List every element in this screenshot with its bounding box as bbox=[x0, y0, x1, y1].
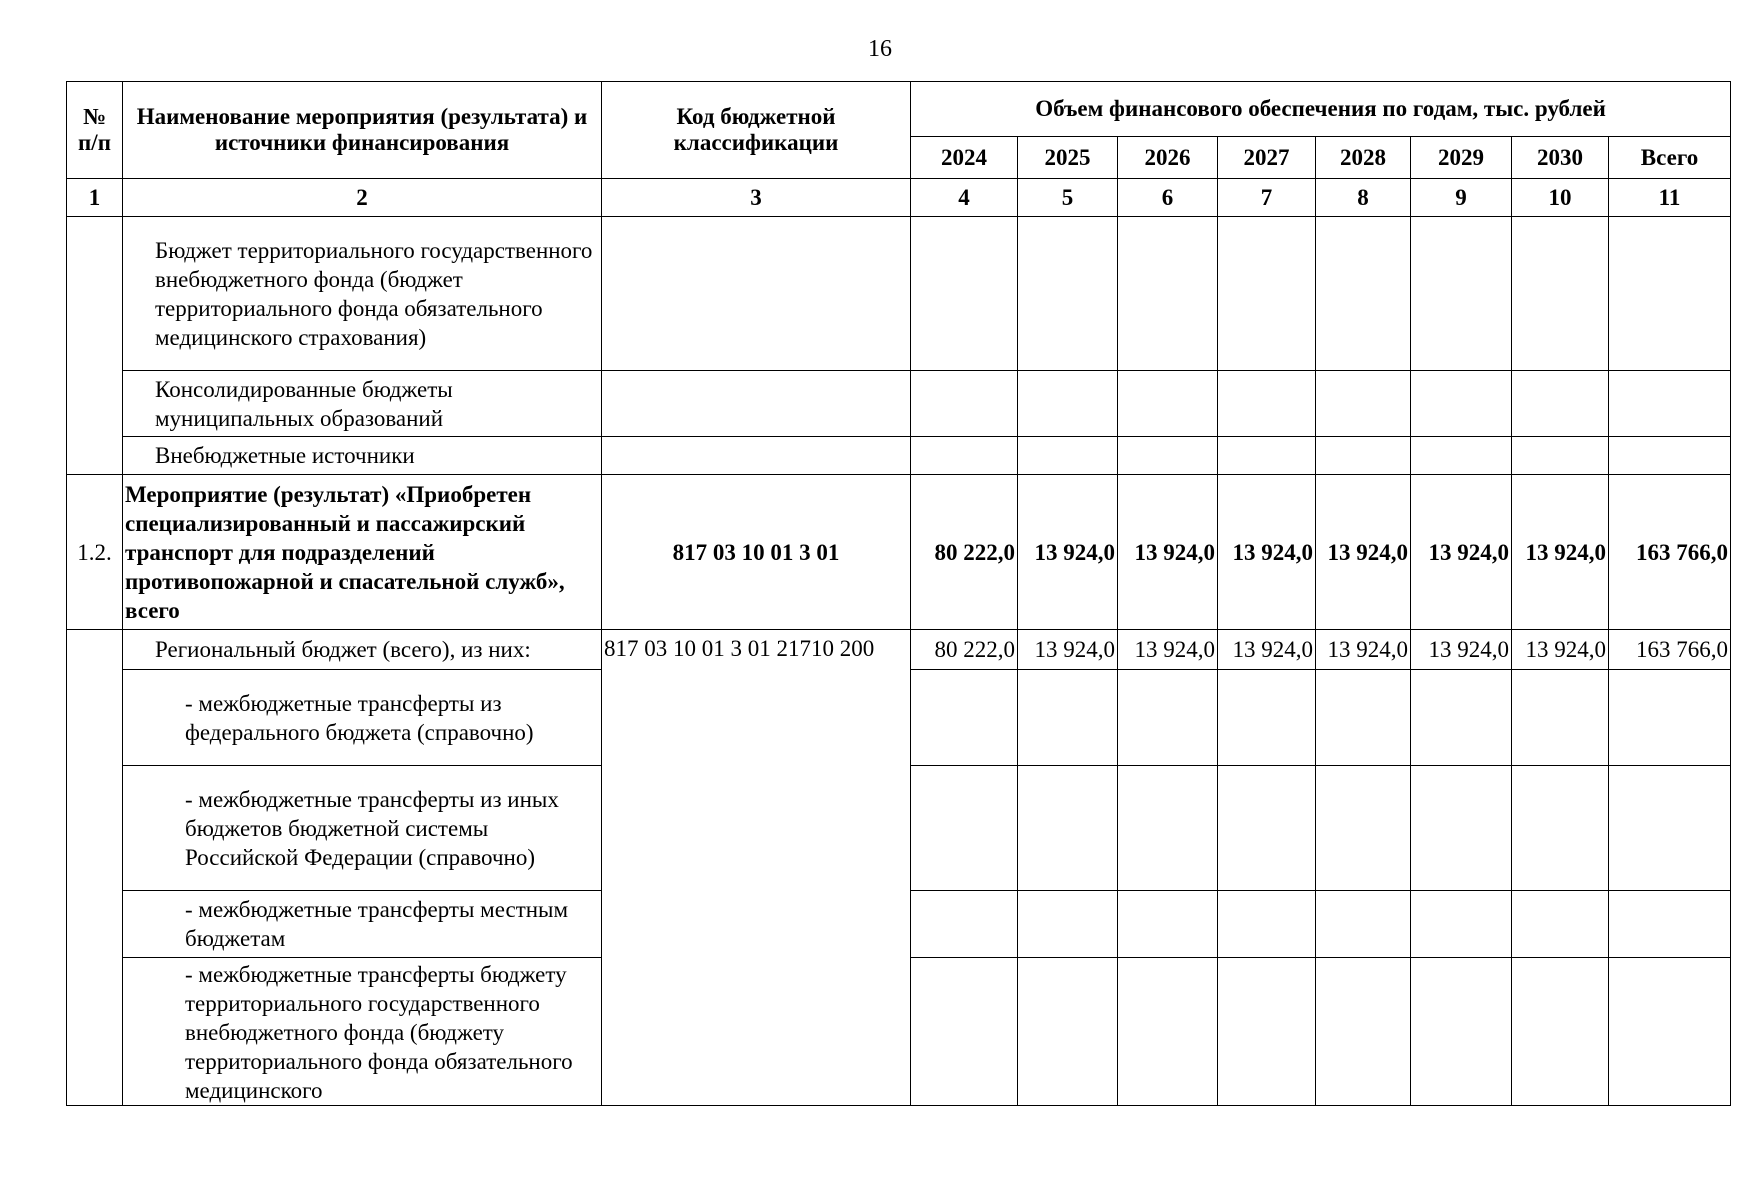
column-number: 6 bbox=[1118, 179, 1218, 217]
row-name: Региональный бюджет (всего), из них: bbox=[123, 630, 602, 670]
header-year: 2024 bbox=[911, 137, 1018, 179]
financing-table bbox=[66, 81, 1731, 1106]
column-number: 11 bbox=[1609, 179, 1731, 217]
column-number: 4 bbox=[911, 179, 1018, 217]
row-code-empty bbox=[602, 371, 911, 437]
row-number: 1.2. bbox=[67, 475, 123, 630]
header-year: 2026 bbox=[1118, 137, 1218, 179]
column-number: 1 bbox=[67, 179, 123, 217]
value-2030: 13 924,0 bbox=[1512, 630, 1609, 670]
row-name: Мероприятие (результат) «Приобретен специализированный и пассажирский транспорт для подразделений противопожарной и спасательной служб», всего bbox=[123, 475, 602, 630]
column-number: 10 bbox=[1512, 179, 1609, 217]
value-2027: 13 924,0 bbox=[1218, 475, 1316, 630]
value-2025: 13 924,0 bbox=[1018, 475, 1118, 630]
row-number-empty bbox=[67, 630, 123, 1106]
row-name: Бюджет территориального государственного внебюджетного фонда (бюджет территориального фонда обязательного медицинского страхования) bbox=[123, 217, 602, 371]
header-year: 2027 bbox=[1218, 137, 1316, 179]
row-name: - межбюджетные трансферты из федерального бюджета (справочно) bbox=[123, 670, 602, 766]
table-row bbox=[67, 217, 1731, 371]
row-name: - межбюджетные трансферты местным бюджетам bbox=[123, 891, 602, 958]
column-number: 9 bbox=[1411, 179, 1512, 217]
row-name: - межбюджетные трансферты бюджету территориального государственного внебюджетного фонда (бюджету территориального фонда обязательного медицинского bbox=[123, 958, 602, 1106]
row-name: - межбюджетные трансферты из иных бюджетов бюджетной системы Российской Федерации (справочно) bbox=[123, 766, 602, 891]
header-volume: Объем финансового обеспечения по годам, тыс. рублей bbox=[911, 82, 1731, 137]
row-code-empty bbox=[602, 217, 911, 371]
header-year: 2030 bbox=[1512, 137, 1609, 179]
column-number: 5 bbox=[1018, 179, 1118, 217]
value-total: 163 766,0 bbox=[1609, 630, 1731, 670]
table-row bbox=[67, 630, 1731, 670]
value-2030: 13 924,0 bbox=[1512, 475, 1609, 630]
row-name: Внебюджетные источники bbox=[123, 437, 602, 475]
header-year: 2025 bbox=[1018, 137, 1118, 179]
column-number: 3 bbox=[602, 179, 911, 217]
value-2024: 80 222,0 bbox=[911, 630, 1018, 670]
row-name: Консолидированные бюджеты муниципальных образований bbox=[123, 371, 602, 437]
value-2025: 13 924,0 bbox=[1018, 630, 1118, 670]
page-number: 16 bbox=[868, 36, 892, 62]
value-total: 163 766,0 bbox=[1609, 475, 1731, 630]
header-code: Код бюджетной классификации bbox=[602, 82, 911, 179]
value-2028: 13 924,0 bbox=[1316, 630, 1411, 670]
header-year: 2028 bbox=[1316, 137, 1411, 179]
value-2027: 13 924,0 bbox=[1218, 630, 1316, 670]
header-year: 2029 bbox=[1411, 137, 1512, 179]
column-number: 7 bbox=[1218, 179, 1316, 217]
header-name: Наименование мероприятия (результата) и источники финансирования bbox=[123, 82, 602, 179]
value-2029: 13 924,0 bbox=[1411, 630, 1512, 670]
row-code: 817 03 10 01 3 01 21710 200 bbox=[602, 630, 911, 1106]
value-2024: 80 222,0 bbox=[911, 475, 1018, 630]
header-total: Всего bbox=[1609, 137, 1731, 179]
value-2026: 13 924,0 bbox=[1118, 630, 1218, 670]
value-2026: 13 924,0 bbox=[1118, 475, 1218, 630]
row-code: 817 03 10 01 3 01 bbox=[602, 475, 911, 630]
header-number: № п/п bbox=[67, 82, 123, 179]
table-row bbox=[67, 475, 1731, 630]
row-number-empty bbox=[67, 217, 123, 475]
table-row bbox=[67, 371, 1731, 437]
row-code-empty bbox=[602, 437, 911, 475]
column-number: 2 bbox=[123, 179, 602, 217]
value-2028: 13 924,0 bbox=[1316, 475, 1411, 630]
table-row bbox=[67, 437, 1731, 475]
column-number: 8 bbox=[1316, 179, 1411, 217]
value-2029: 13 924,0 bbox=[1411, 475, 1512, 630]
